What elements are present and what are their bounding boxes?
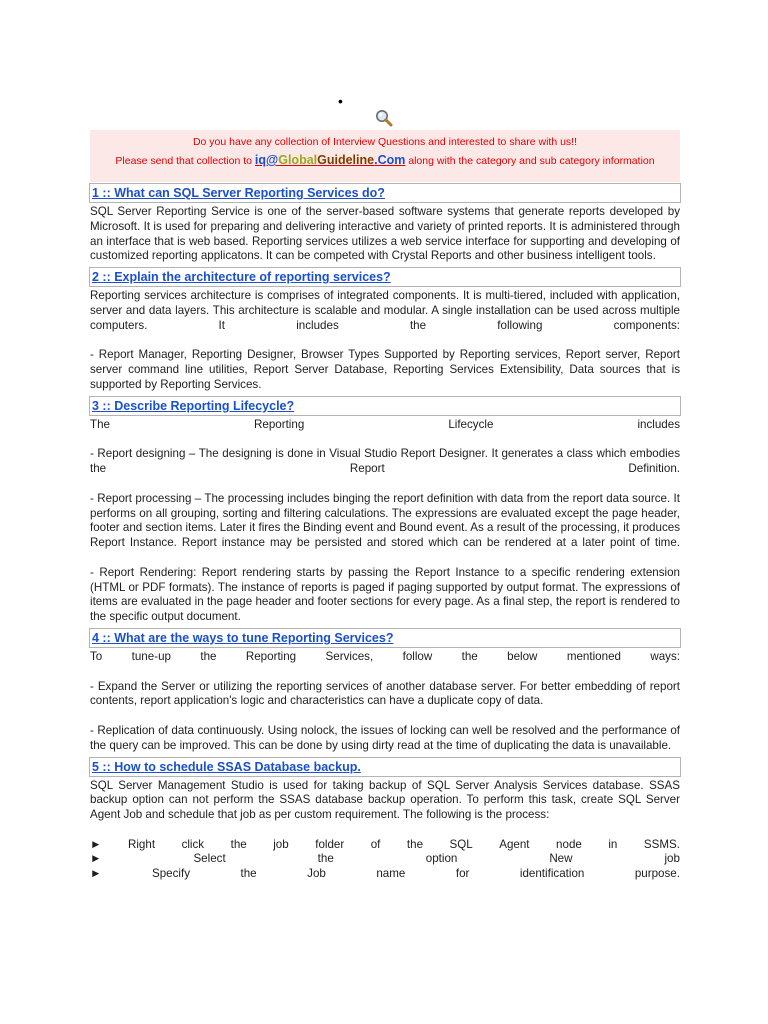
step-word: the (406, 837, 424, 851)
qa-list (89, 183, 681, 885)
step-word: node (556, 837, 582, 851)
email-part-3: Guideline (317, 153, 375, 167)
question-header (89, 267, 681, 287)
magnifier-icon[interactable] (374, 108, 394, 128)
share-banner-line1: Do you have any collection of Interview Questions and interested to share with us!! (192, 136, 578, 148)
answer-paragraph: SQL Server Management Studio is used for taking backup of SQL Server Analysis Services database. SSAS backup option can not perform the SSAS database backup operation. To perform this task, create SQL Server Agent Job and schedule that job as per custom requirement. The following is the process: (90, 778, 680, 822)
answer-paragraph: - Report Rendering: Report rendering starts by passing the Report Instance to a specific rendering extension (HTML or PDF formats). The instance of reports is paged if paging supported by output format. The expressions of items are evaluated in the page header and footer sections for every page. As a final step, the report is rendered to the specific output document. (90, 565, 680, 624)
share-banner-line2 (90, 151, 680, 170)
answer-paragraph: To tune-up the Reporting Services, follow the below mentioned ways: (90, 649, 680, 663)
answer-paragraph: - Report Manager, Reporting Designer, Browser Types Supported by Reporting services, Report server, Report server command line utilities, Report Server Database, Reporting Services Extensibility, Data sources that is supported by Reporting Services. (90, 348, 680, 391)
step-word: the (317, 852, 334, 866)
step-word: the (240, 867, 257, 881)
question-header (89, 757, 681, 777)
question-header (89, 183, 681, 203)
step-word: job (273, 837, 289, 851)
question-link[interactable]: 3 :: Describe Reporting Lifecycle? (92, 398, 295, 413)
question-link[interactable]: 1 :: What can SQL Server Reporting Services do? (92, 186, 385, 200)
step-word: job (664, 852, 680, 866)
step-word: Right (127, 837, 156, 851)
step-word: for (455, 867, 470, 881)
answer-paragraph: - Report designing – The designing is done in Visual Studio Report Designer. It generates a class which embodies the Report Definition. (90, 447, 680, 476)
step-word: SSMS. (643, 837, 680, 851)
question-header (89, 396, 681, 416)
step-word: Specify (151, 867, 191, 881)
arrow-bullet-icon: ► (90, 852, 102, 866)
share-banner-text-after: along with the category and sub category information (405, 155, 655, 167)
step-word: SQL (449, 837, 473, 851)
answer-paragraph: - Expand the Server or utilizing the reporting services of another database server. For better embedding of report contents, report application's logic and characteristics can have a duplicate copy of data. (90, 679, 680, 708)
answer-body (89, 648, 681, 757)
step-item (90, 867, 680, 882)
question-link[interactable]: 5 :: How to schedule SSAS Database backup. (92, 759, 361, 774)
step-list (90, 838, 680, 882)
step-item (90, 852, 680, 867)
step-item (90, 838, 680, 853)
answer-paragraph: Reporting services architecture is comprises of integrated components. It is multi-tiered, included with application, server and data layers. This architecture is scalable and modular. A single installation can be used across multiple computers. It includes the following components: (90, 289, 680, 332)
email-part-4: .Com (374, 153, 406, 167)
answer-body (89, 416, 681, 628)
arrow-bullet-icon: ► (90, 867, 102, 881)
step-word: New (549, 852, 573, 866)
step-word: in (608, 837, 618, 851)
question-link[interactable]: 2 :: Explain the architecture of reporting services? (92, 270, 391, 285)
share-banner-text-before: Please send that collection to (115, 155, 255, 167)
step-word: name (376, 867, 406, 881)
step-word: option (425, 852, 458, 866)
answer-paragraph: - Replication of data continuously. Using nolock, the issues of locking can well be resolved and the performance of the query can be improved. This can be done by using dirty read at the time of duplicating the data is unavailable. (90, 723, 680, 752)
step-word: of (370, 837, 381, 851)
answer-body (89, 287, 681, 396)
email-part-1: iq@ (254, 153, 279, 167)
step-word: purpose. (634, 867, 680, 881)
step-word: click (181, 837, 205, 851)
bullet-dot: • (338, 93, 343, 109)
answer-body (89, 203, 681, 267)
question-header (89, 628, 681, 648)
answer-body (89, 777, 681, 886)
step-word: Agent (499, 837, 530, 851)
contact-email-link[interactable] (255, 153, 405, 167)
answer-paragraph: - Report processing – The processing includes binging the report definition with data from the report data source. It performs on all grouping, sorting and filtering calculations. The expressions are evaluated except the page header, footer and section items. Later it fires the Binding event and Bound event. As a result of the processing, it produces Report Instance. Report instance may be persisted and stored which can be rendered at a later point of time. (90, 491, 680, 550)
step-word: identification (519, 867, 585, 881)
step-word: the (230, 837, 247, 851)
email-part-2: Global (278, 153, 318, 167)
answer-paragraph: SQL Server Reporting Service is one of the server-based software systems that generate reports developed by Microsoft. It is used for preparing and delivering interactive and variety of printed reports. It is administered through an interface that is web based. Reporting services utilizes a web service interface for supporting and developing of customized reporting applicatons. It can be competed with Crystal Reports and other business intelligent tools. (90, 205, 680, 263)
step-word: folder (315, 837, 345, 851)
answer-paragraph: The Reporting Lifecycle includes (90, 417, 680, 431)
step-word: Select (193, 852, 226, 866)
question-link[interactable]: 4 :: What are the ways to tune Reporting Services? (92, 630, 394, 645)
step-word: Job (307, 867, 326, 881)
share-banner (90, 130, 680, 182)
arrow-bullet-icon: ► (90, 837, 102, 851)
